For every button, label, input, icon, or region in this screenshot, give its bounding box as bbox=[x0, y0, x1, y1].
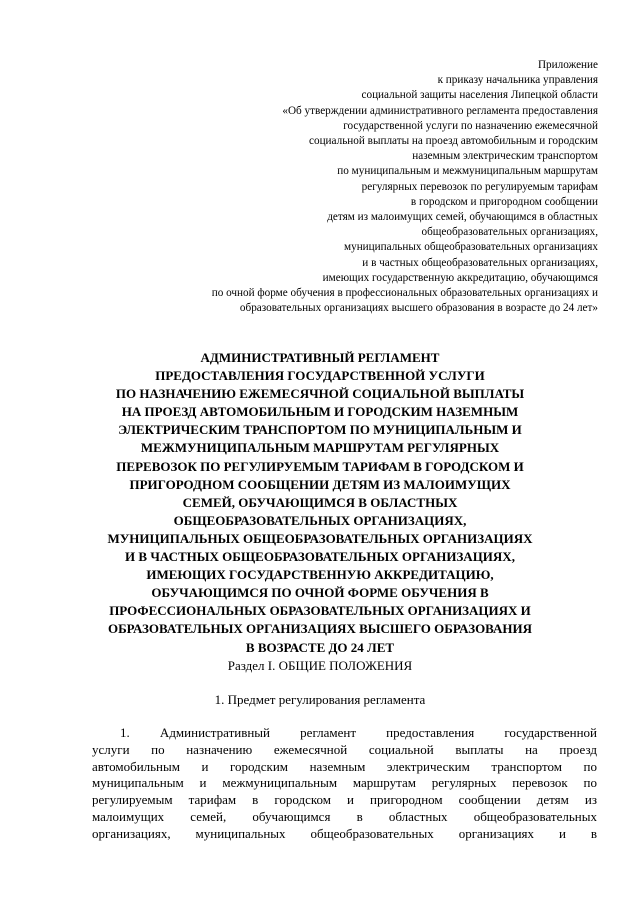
document-title bbox=[60, 349, 580, 657]
paragraph-line: муниципальным и межмуниципальным маршрутам регулярных перевозок по bbox=[92, 775, 597, 791]
appendix-line: регулярных перевозок по регулируемым тарифам bbox=[361, 180, 598, 193]
appendix-line: социальной выплаты на проезд автомобильным и городским bbox=[309, 135, 598, 148]
appendix-line: социальной защиты населения Липецкой области bbox=[361, 89, 598, 102]
appendix-line: детям из малоимущих семей, обучающимся в областных bbox=[327, 211, 598, 224]
subsection-heading: 1. Предмет регулирования регламента bbox=[214, 692, 426, 707]
paragraph-1 bbox=[92, 725, 597, 843]
appendix-line: к приказу начальника управления bbox=[437, 74, 598, 87]
title-line: МУНИЦИПАЛЬНЫХ ОБЩЕОБРАЗОВАТЕЛЬНЫХ ОРГАНИЗАЦИЯХ bbox=[107, 530, 533, 546]
appendix-line: в городском и пригородном сообщении bbox=[410, 195, 598, 208]
title-line: ПРОФЕССИОНАЛЬНЫХ ОБРАЗОВАТЕЛЬНЫХ ОРГАНИЗАЦИЯХ И bbox=[109, 603, 531, 619]
appendix-line: общеобразовательных организациях, bbox=[421, 226, 598, 239]
title-line: СЕМЕЙ, ОБУЧАЮЩИМСЯ В ОБЛАСТНЫХ bbox=[182, 494, 458, 510]
appendix-line: государственной услуги по назначению ежемесячной bbox=[343, 119, 598, 132]
paragraph-line: организациях, муниципальных общеобразовательных организациях и в bbox=[92, 825, 597, 841]
title-line: ПРЕДОСТАВЛЕНИЯ ГОСУДАРСТВЕННОЙ УСЛУГИ bbox=[155, 368, 485, 384]
appendix-line: «Об утверждении административного регламента предоставления bbox=[282, 104, 598, 117]
appendix-line: Приложение bbox=[537, 59, 598, 71]
title-line: НА ПРОЕЗД АВТОМОБИЛЬНЫМ И ГОРОДСКИМ НАЗЕМНЫМ bbox=[121, 404, 519, 420]
appendix-line: имеющих государственную аккредитацию, обучающимся bbox=[322, 271, 598, 284]
title-line: ОБЩЕОБРАЗОВАТЕЛЬНЫХ ОРГАНИЗАЦИЯХ, bbox=[173, 512, 467, 528]
appendix-line: образовательных организациях высшего образования в возрасте до 24 лет» bbox=[239, 302, 598, 315]
paragraph-line: автомобильным и городским наземным электрическим транспортом по bbox=[92, 758, 597, 774]
title-line: АДМИНИСТРАТИВНЫЙ РЕГЛАМЕНТ bbox=[200, 350, 440, 365]
appendix-line: по очной форме обучения в профессиональных образовательных организациях и bbox=[211, 287, 598, 300]
title-line: ОБУЧАЮЩИМСЯ ПО ОЧНОЙ ФОРМЕ ОБУЧЕНИЯ В bbox=[151, 585, 489, 601]
paragraph-line: 1. Административный регламент предоставления государственной bbox=[120, 725, 597, 740]
appendix-note bbox=[128, 58, 598, 316]
title-line: ПЕРЕВОЗОК ПО РЕГУЛИРУЕМЫМ ТАРИФАМ В ГОРОДСКОМ И bbox=[116, 458, 524, 474]
appendix-line: муниципальных общеобразовательных организациях bbox=[344, 241, 598, 254]
appendix-line: наземным электрическим транспортом bbox=[412, 150, 598, 163]
title-line: ПО НАЗНАЧЕНИЮ ЕЖЕМЕСЯЧНОЙ СОЦИАЛЬНОЙ ВЫПЛАТЫ bbox=[115, 386, 525, 402]
title-line: МЕЖМУНИЦИПАЛЬНЫМ МАРШРУТАМ РЕГУЛЯРНЫХ bbox=[140, 440, 500, 456]
section-heading: Раздел I. ОБЩИЕ ПОЛОЖЕНИЯ bbox=[227, 658, 413, 673]
title-line: ОБРАЗОВАТЕЛЬНЫХ ОРГАНИЗАЦИЯХ ВЫСШЕГО ОБРАЗОВАНИЯ bbox=[107, 621, 533, 637]
paragraph-line: малоимущих семей, обучающимся в областных общеобразовательных bbox=[92, 808, 597, 824]
appendix-line: по муниципальным и межмуниципальным маршрутам bbox=[337, 165, 598, 178]
title-line: ЭЛЕКТРИЧЕСКИМ ТРАНСПОРТОМ ПО МУНИЦИПАЛЬНЫМ И bbox=[118, 422, 522, 438]
title-line: ПРИГОРОДНОМ СООБЩЕНИИ ДЕТЯМ ИЗ МАЛОИМУЩИХ bbox=[129, 476, 511, 492]
title-line: И В ЧАСТНЫХ ОБЩЕОБРАЗОВАТЕЛЬНЫХ ОРГАНИЗАЦИЯХ, bbox=[125, 549, 515, 565]
paragraph-line: услуги по назначению ежемесячной социальной выплаты на проезд bbox=[92, 741, 597, 757]
appendix-line: и в частных общеобразовательных организациях, bbox=[362, 256, 598, 269]
paragraph-line: регулируемым тарифам в городском и пригородном сообщении детям из bbox=[92, 792, 597, 808]
title-line: В ВОЗРАСТЕ ДО 24 ЛЕТ bbox=[245, 639, 395, 655]
title-line: ИМЕЮЩИХ ГОСУДАРСТВЕННУЮ АККРЕДИТАЦИЮ, bbox=[146, 567, 494, 583]
